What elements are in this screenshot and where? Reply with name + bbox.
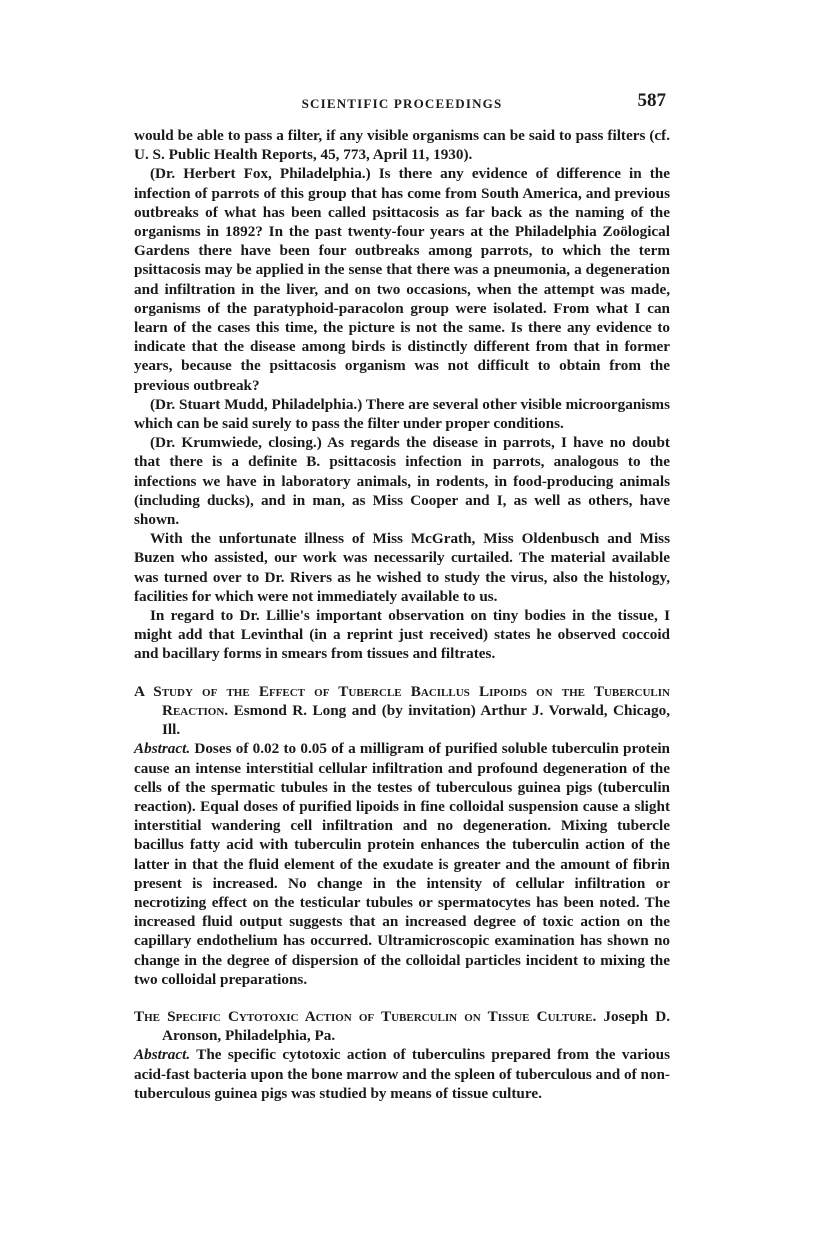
paragraph-mudd-comment: (Dr. Stuart Mudd, Philadelphia.) There are several other visible microorganisms which can be said surely to pass the filter under proper conditions. bbox=[134, 395, 670, 433]
running-head: SCIENTIFIC PROCEEDINGS bbox=[301, 96, 503, 111]
abstract-label: Abstract. bbox=[134, 1046, 191, 1064]
section-tubercle-lipoids bbox=[134, 682, 670, 989]
page-number: 587 bbox=[637, 90, 666, 111]
section-authors: Esmond R. Long and (by invitation) Arthur J. Vorwald, Chicago, Ill. bbox=[162, 701, 670, 739]
section-title-block bbox=[134, 682, 670, 740]
section-cytotoxic-action bbox=[134, 1007, 670, 1103]
paragraph-fox-question: (Dr. Herbert Fox, Philadelphia.) Is there any evidence of difference in the infection of parrots of this group that has come from South America, and previous outbreaks of what has been called psittacosis as far back as the naming of the organisms in 1892? In the past twenty-four years at the Philadelphia Zoölogical Gardens there have been four outbreaks among parrots, to which the term psittacosis may be applied in the sense that there was a pneumonia, a degeneration and infiltration in the liver, and on two occasions, when the attempt was made, organisms of the paratyphoid-paracolon group were isolated. From what I can learn of the cases this time, the picture is not the same. Is there any evidence to indicate that the disease among birds is distinctly different from that in former years, because the psittacosis organism was not difficult to obtain from the previous outbreak? bbox=[134, 165, 670, 394]
section-title: A Study of the Effect of Tubercle Bacillus Lipoids on the Tuberculin Reaction. bbox=[134, 682, 670, 719]
paragraph-krumwiede-closing: (Dr. Krumwiede, closing.) As regards the disease in parrots, I have no doubt that there is a definite B. psittacosis infection in parrots, analogous to the infections we have in laboratory animals, in rodents, in food-producing animals (including ducks), and in man, as Miss Cooper and I, as well as others, have shown. bbox=[134, 434, 670, 529]
abstract-label: Abstract. bbox=[134, 740, 191, 758]
page-body bbox=[134, 126, 670, 1103]
section-title: The Specific Cytotoxic Action of Tuberculin on Tissue Culture. bbox=[134, 1007, 597, 1025]
paragraph-lillie-observation: In regard to Dr. Lillie's important observation on tiny bodies in the tissue, I might add that Levinthal (in a reprint just received) states he observed coccoid and bacillary forms in smears from tissues and filtrates. bbox=[134, 607, 670, 663]
abstract-text: The specific cytotoxic action of tuberculins prepared from the various acid-fast bacteria upon the bone marrow and the spleen of tuberculous and of non-tuberculous guinea pigs was studied by means of tissue culture. bbox=[134, 1046, 670, 1102]
section-abstract bbox=[134, 1045, 670, 1103]
section-authors: Joseph D. Aronson, Philadelphia, Pa. bbox=[162, 1007, 670, 1045]
abstract-text: Doses of 0.02 to 0.05 of a milligram of purified soluble tuberculin protein cause an intense interstitial cellular infiltration and profound degeneration of the cells of the spermatic tubules in the testes of tuberculous guinea pigs (tuberculin reaction). Equal doses of purified lipoids in fine colloidal suspension cause a slight interstitial wandering cell infiltration and no degeneration. Mixing tubercle bacillus fatty acid with tuberculin protein enhances the tuberculin action of the latter in that the fluid element of the exudate is greater and the amount of fibrin present is increased. No change in the intensity of cellular infiltration or necrotizing effect on the testicular tubules or spermatocytes has been noted. The increased fluid output suggests that an increased degree of toxic action on the capillary endothelium has occurred. Ultramicroscopic examination has shown no change in the degree of dispersion of the colloidal particles incident to mixing the two colloidal preparations. bbox=[134, 740, 671, 988]
page-header bbox=[134, 92, 670, 120]
paragraph-continuation: would be able to pass a filter, if any visible organisms can be said to pass filters (cf. U. S. Public Health Reports, 45, 773, April 11, 1930). bbox=[134, 127, 670, 164]
paragraph-illness-note: With the unfortunate illness of Miss McGrath, Miss Oldenbusch and Miss Buzen who assisted, our work was necessarily curtailed. The material available was turned over to Dr. Rivers as he wished to study the virus, also the histology, facilities for which were not immediately available to us. bbox=[134, 530, 670, 605]
section-abstract bbox=[134, 739, 670, 989]
section-title-block bbox=[134, 1007, 670, 1045]
